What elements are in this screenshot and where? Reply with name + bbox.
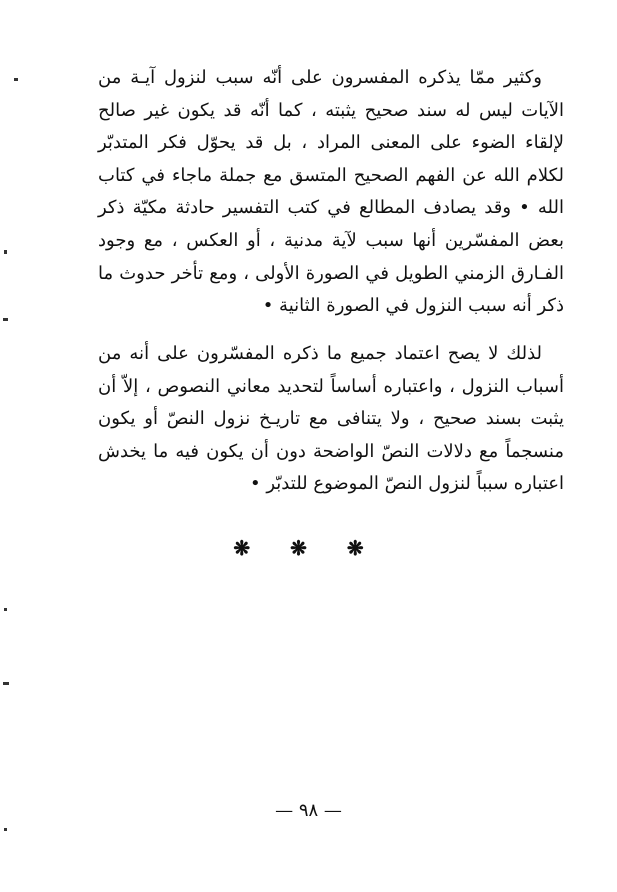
scan-mark [3, 682, 9, 685]
asterism-glyph: ❋ [233, 536, 271, 560]
paragraph-1 [98, 62, 564, 323]
paragraph-2-text: لذلك لا يصح اعتماد جميع ما ذكره المفسّرون على أنه من أسباب النزول ، واعتباره أساساً لتحديد معاني النصوص ، إلاّ أن يثبت بسند صحيح ، ولا يتنافى مع تاريـخ نزول النصّ أو يكون منسجماً مع دلالات النصّ الواضحة دون أن يكون فيه ما يخدش اعتباره سبباً لنزول النصّ الموضوع للتدبّر • [98, 343, 564, 495]
scan-mark [4, 608, 7, 611]
scan-mark [14, 78, 18, 81]
page-number: — ٩٨ — [275, 800, 342, 821]
scan-mark [3, 318, 8, 321]
asterism-glyph: ❋ [346, 536, 384, 560]
asterism-glyph: ❋ [290, 536, 327, 560]
scan-mark [4, 250, 7, 254]
paragraph-1-text: وكثير ممّا يذكره المفسرون على أنّه سبب لنزول آيـة من الآيات ليس له سند صحيح يثبته ، كما أنّه قد يكون غير صالح لإلقاء الضوء على المعنى المراد ، بل قد يحوّل فكر المتدبّر لكلام الله عن الفهم الصحيح المتسق مع جملة ماجاء في كتاب الله • وقد يصادف المطالع في كتب التفسير حادثة مكيّة ذكر بعض المفسّرين أنها سبب لآية مدنية ، أو العكس ، مع وجود الفـارق الزمني الطويل في الصورة الأولى ، ومع تأخر حدوث ما ذكر أنه سبب النزول في الصورة الثانية • [98, 67, 564, 317]
section-separator [0, 536, 617, 560]
scan-mark [4, 828, 7, 831]
paragraph-2 [98, 338, 564, 501]
